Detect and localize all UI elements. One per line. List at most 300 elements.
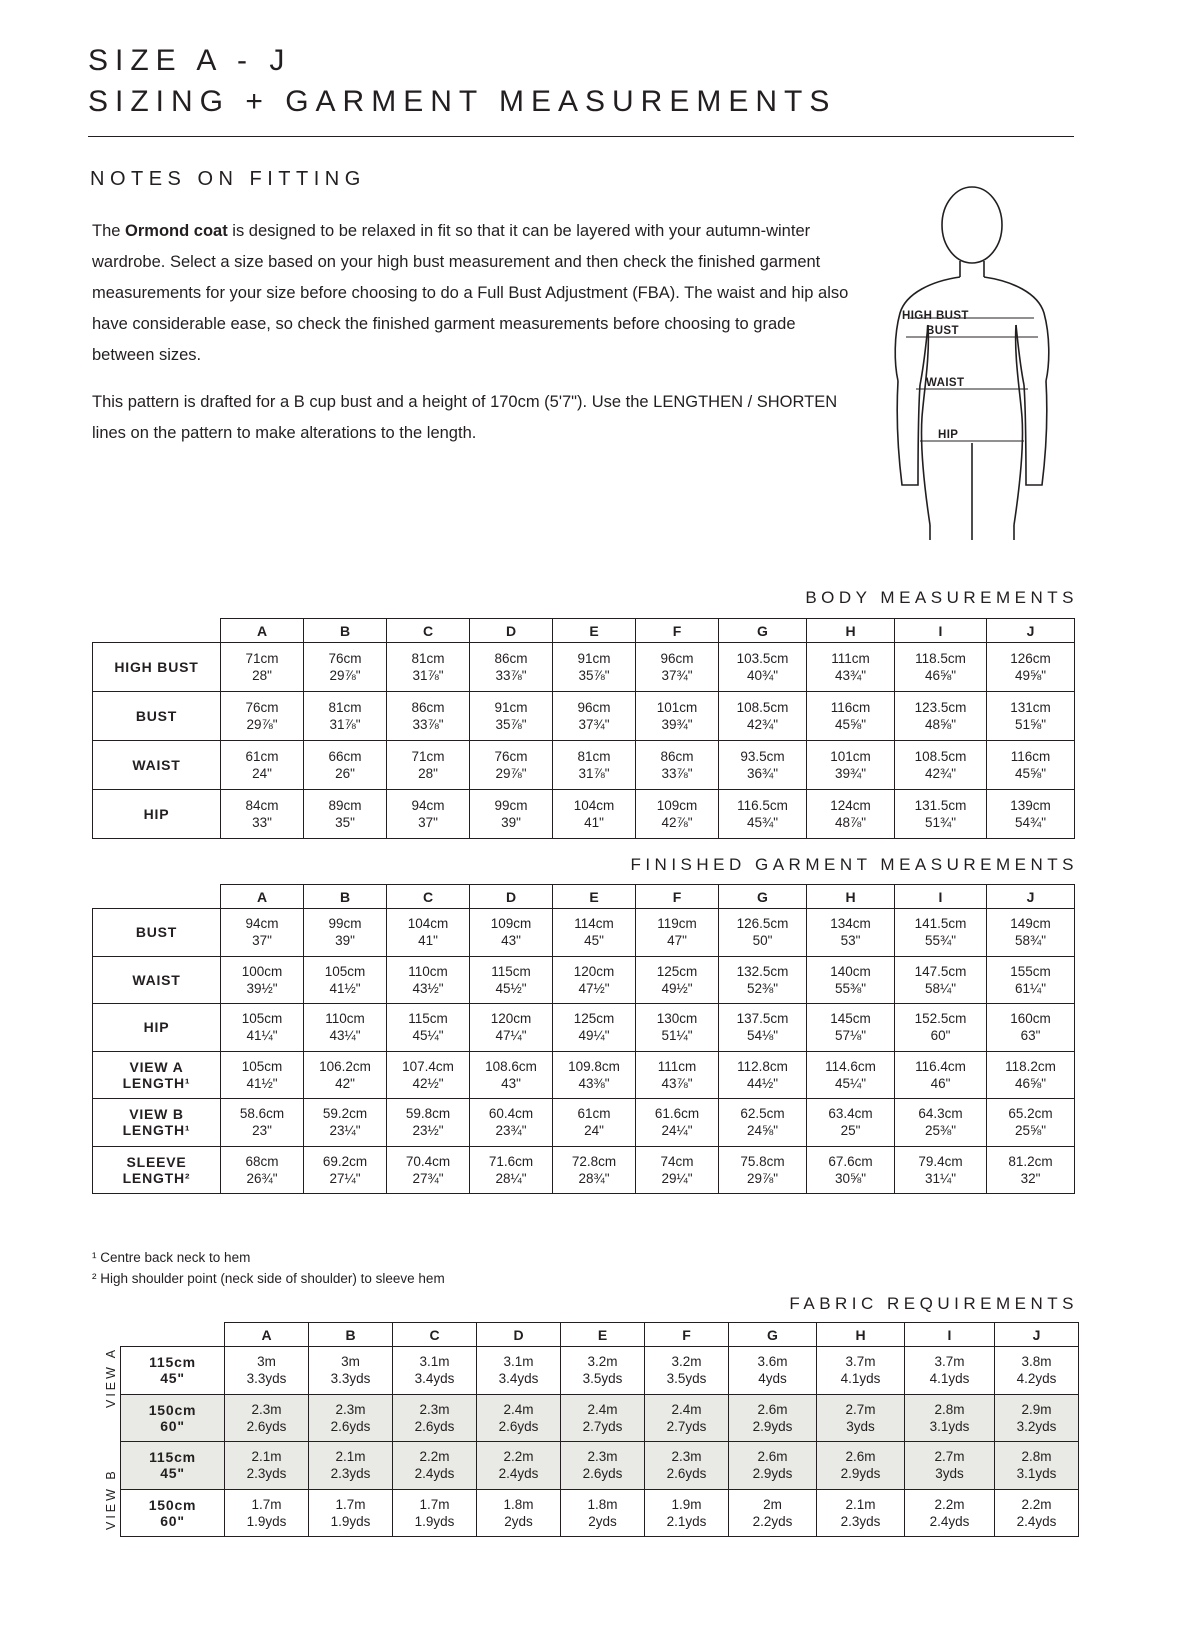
table-row bbox=[93, 1099, 1075, 1147]
cell-metres: 2.1m bbox=[251, 1449, 282, 1465]
table-cell bbox=[561, 1442, 645, 1490]
cell-imperial: 24¼" bbox=[661, 1123, 693, 1139]
table-cell bbox=[895, 1051, 987, 1099]
cell-yards: 3yds bbox=[935, 1466, 964, 1482]
footnote-1: ¹ Centre back neck to hem bbox=[92, 1250, 251, 1265]
cell-metric: 59.8cm bbox=[405, 1106, 451, 1122]
cell-yards: 2yds bbox=[504, 1513, 533, 1529]
cell-imperial: 43¼" bbox=[329, 1028, 361, 1044]
cell-imperial: 45" bbox=[584, 933, 604, 949]
row-label-width-cm: 150cm bbox=[148, 1401, 197, 1418]
cell-imperial: 23½" bbox=[412, 1123, 444, 1139]
cell-yards: 2.4yds bbox=[1016, 1513, 1057, 1529]
table-cell bbox=[719, 1004, 807, 1052]
corner-cell bbox=[93, 619, 221, 643]
table-cell bbox=[719, 1051, 807, 1099]
table-cell bbox=[221, 1099, 304, 1147]
cell-metric: 126cm bbox=[1010, 650, 1051, 666]
table-cell bbox=[470, 741, 553, 790]
table-cell bbox=[304, 643, 387, 692]
cell-imperial: 37¾" bbox=[661, 668, 693, 683]
cell-yards: 4.1yds bbox=[929, 1371, 970, 1387]
table-cell bbox=[387, 956, 470, 1004]
cell-imperial: 58¾" bbox=[1014, 933, 1047, 949]
cell-yards: 2.2yds bbox=[752, 1513, 793, 1529]
cell-metres: 3.8m bbox=[1021, 1354, 1052, 1369]
notes-p1-post: is designed to be relaxed in fit so that it can be layered with your autumn-winter wardrobe. Select a size based on your high bust measurement and then check the finished garment measurements for your size before choosing to do a Full Bust Adjustment (FBA). The waist and hip also have considerable ease, so check the finished garment measurements before choosing to grade between sizes. bbox=[92, 222, 849, 364]
table-cell bbox=[905, 1489, 995, 1537]
cell-metric: 108.5cm bbox=[914, 748, 967, 764]
cell-imperial: 47½" bbox=[578, 980, 610, 996]
cell-yards: 2.4yds bbox=[498, 1466, 539, 1482]
table-cell bbox=[393, 1394, 477, 1442]
cell-metres: 3m bbox=[257, 1354, 276, 1369]
cell-imperial: 25⅝" bbox=[1014, 1123, 1047, 1139]
table-cell bbox=[807, 643, 895, 692]
cell-metres: 3.7m bbox=[845, 1354, 876, 1369]
cell-yards: 3.4yds bbox=[414, 1371, 455, 1387]
cell-imperial: 28" bbox=[418, 766, 438, 781]
table-cell bbox=[895, 1099, 987, 1147]
cell-metric: 99cm bbox=[494, 797, 528, 813]
cell-metric: 126.5cm bbox=[736, 916, 789, 931]
col-head-b: B bbox=[304, 885, 387, 909]
cell-imperial: 29¼" bbox=[661, 1170, 693, 1186]
table-cell bbox=[807, 1004, 895, 1052]
cell-yards: 2.1yds bbox=[666, 1513, 707, 1529]
cell-yards: 2.4yds bbox=[414, 1466, 455, 1482]
table-row bbox=[93, 909, 1075, 957]
cell-imperial: 35⅞" bbox=[495, 717, 527, 732]
cell-yards: 2.6yds bbox=[330, 1418, 371, 1434]
cell-imperial: 31⅞" bbox=[578, 766, 610, 781]
cell-imperial: 43⅜" bbox=[578, 1075, 610, 1091]
table-cell bbox=[470, 956, 553, 1004]
cell-imperial: 29⅞" bbox=[495, 766, 527, 781]
table-cell bbox=[561, 1347, 645, 1395]
cell-imperial: 43" bbox=[501, 933, 521, 949]
cell-yards: 3.4yds bbox=[498, 1371, 539, 1387]
table-cell bbox=[221, 741, 304, 790]
table-cell bbox=[470, 909, 553, 957]
table-cell bbox=[807, 1146, 895, 1194]
cell-metres: 2.3m bbox=[671, 1449, 702, 1465]
cell-metres: 2.3m bbox=[251, 1401, 282, 1417]
cell-metres: 3.1m bbox=[503, 1354, 534, 1369]
cell-imperial: 45¼" bbox=[834, 1075, 867, 1091]
cell-yards: 3.3yds bbox=[246, 1371, 287, 1387]
table-cell bbox=[895, 909, 987, 957]
cell-imperial: 23¼" bbox=[329, 1123, 361, 1139]
cell-imperial: 48⅞" bbox=[834, 815, 867, 830]
table-cell bbox=[645, 1347, 729, 1395]
cell-metric: 104cm bbox=[407, 916, 449, 931]
cell-yards: 2.4yds bbox=[929, 1513, 970, 1529]
table-header-row bbox=[93, 885, 1075, 909]
cell-metres: 2.4m bbox=[671, 1401, 702, 1417]
cell-metric: 118.2cm bbox=[1005, 1058, 1056, 1074]
cell-metric: 72.8cm bbox=[571, 1153, 617, 1169]
table-cell bbox=[387, 741, 470, 790]
table-cell bbox=[807, 956, 895, 1004]
table-cell bbox=[636, 909, 719, 957]
table-row bbox=[121, 1442, 1079, 1490]
cell-yards: 2.6yds bbox=[582, 1466, 623, 1482]
table-cell bbox=[553, 956, 636, 1004]
cell-yards: 3.3yds bbox=[330, 1371, 371, 1387]
cell-imperial: 45⅝" bbox=[1014, 766, 1047, 781]
cell-metric: 69.2cm bbox=[322, 1153, 368, 1169]
cell-metric: 74cm bbox=[660, 1153, 694, 1169]
col-head-b: B bbox=[309, 1323, 393, 1347]
cell-imperial: 46⅝" bbox=[1014, 1075, 1047, 1091]
table-cell bbox=[387, 909, 470, 957]
col-head-i: I bbox=[905, 1323, 995, 1347]
cell-metres: 1.8m bbox=[587, 1496, 618, 1512]
table-cell bbox=[807, 741, 895, 790]
table-cell bbox=[636, 692, 719, 741]
table-cell bbox=[895, 741, 987, 790]
table-cell bbox=[645, 1394, 729, 1442]
col-head-d: D bbox=[470, 619, 553, 643]
cell-metric: 60.4cm bbox=[488, 1106, 534, 1122]
cell-imperial: 46⅝" bbox=[924, 668, 957, 683]
cell-metric: 93.5cm bbox=[740, 748, 785, 764]
cell-imperial: 33⅞" bbox=[495, 668, 527, 683]
table-cell bbox=[221, 1051, 304, 1099]
cell-imperial: 37" bbox=[418, 815, 438, 830]
cell-yards: 2.7yds bbox=[582, 1418, 623, 1434]
page-title bbox=[88, 40, 1088, 123]
cell-metric: 116.5cm bbox=[737, 797, 788, 813]
cell-metres: 2.4m bbox=[503, 1401, 534, 1417]
cell-metric: 104cm bbox=[573, 797, 615, 813]
cell-imperial: 36¾" bbox=[746, 766, 779, 781]
cell-imperial: 49½" bbox=[661, 980, 693, 996]
cell-metric: 84cm bbox=[245, 797, 279, 813]
cell-imperial: 39¾" bbox=[661, 717, 693, 732]
figure-label-hip: HIP bbox=[938, 429, 959, 441]
table-cell bbox=[807, 692, 895, 741]
table-header-row bbox=[93, 619, 1075, 643]
cell-imperial: 43¾" bbox=[834, 668, 867, 683]
row-label bbox=[121, 1442, 225, 1490]
table-cell bbox=[225, 1394, 309, 1442]
cell-metric: 59.2cm bbox=[322, 1106, 368, 1122]
cell-metric: 125cm bbox=[656, 963, 698, 979]
cell-metres: 2.2m bbox=[934, 1496, 965, 1512]
cell-imperial: 49¼" bbox=[578, 1028, 610, 1044]
cell-metric: 81cm bbox=[411, 650, 445, 666]
table-cell bbox=[225, 1489, 309, 1537]
table-cell bbox=[309, 1394, 393, 1442]
table-cell bbox=[387, 692, 470, 741]
table-cell bbox=[895, 956, 987, 1004]
table-cell bbox=[553, 1004, 636, 1052]
footnote-2: ² High shoulder point (neck side of shoulder) to sleeve hem bbox=[92, 1270, 445, 1286]
col-head-j: J bbox=[987, 619, 1075, 643]
table-cell bbox=[636, 1051, 719, 1099]
cell-metric: 94cm bbox=[245, 916, 279, 931]
cell-imperial: 42½" bbox=[412, 1075, 444, 1091]
table-cell bbox=[987, 1004, 1075, 1052]
cell-metric: 65.2cm bbox=[1008, 1106, 1053, 1122]
table-cell bbox=[304, 790, 387, 839]
row-label: BUST bbox=[93, 692, 221, 741]
cell-imperial: 55⅜" bbox=[834, 980, 867, 996]
table-cell bbox=[553, 741, 636, 790]
cell-imperial: 28¾" bbox=[578, 1170, 610, 1186]
cell-yards: 3.1yds bbox=[1016, 1466, 1057, 1482]
notes-body bbox=[92, 216, 852, 465]
table-cell bbox=[387, 643, 470, 692]
table-cell bbox=[995, 1442, 1079, 1490]
corner-cell bbox=[121, 1323, 225, 1347]
cell-metric: 116cm bbox=[830, 699, 871, 715]
table-cell bbox=[553, 790, 636, 839]
table-cell bbox=[477, 1442, 561, 1490]
cell-metric: 108.6cm bbox=[485, 1058, 537, 1074]
cell-imperial: 24" bbox=[252, 766, 272, 781]
table-cell bbox=[807, 909, 895, 957]
col-head-h: H bbox=[807, 885, 895, 909]
cell-metres: 1.7m bbox=[251, 1496, 282, 1512]
cell-yards: 1.9yds bbox=[330, 1513, 371, 1529]
table-cell bbox=[817, 1347, 905, 1395]
cell-metric: 81cm bbox=[328, 699, 362, 715]
table-row bbox=[93, 1051, 1075, 1099]
cell-imperial: 30⅝" bbox=[834, 1170, 867, 1186]
col-head-g: G bbox=[719, 619, 807, 643]
table-cell bbox=[987, 1099, 1075, 1147]
cell-imperial: 25⅜" bbox=[924, 1123, 957, 1139]
row-label: WAIST bbox=[93, 741, 221, 790]
table-cell bbox=[470, 790, 553, 839]
cell-metres: 2.4m bbox=[587, 1401, 618, 1417]
cell-imperial: 47¼" bbox=[495, 1028, 527, 1044]
body-measurements-table bbox=[92, 618, 1075, 839]
cell-metric: 160cm bbox=[1010, 1011, 1051, 1027]
cell-metric: 120cm bbox=[573, 963, 615, 979]
row-label bbox=[93, 1051, 221, 1099]
row-label-line-1: VIEW A bbox=[129, 1058, 184, 1075]
col-head-j: J bbox=[995, 1323, 1079, 1347]
cell-metric: 108.5cm bbox=[736, 699, 789, 715]
cell-yards: 1.9yds bbox=[414, 1513, 455, 1529]
cell-imperial: 42¾" bbox=[746, 717, 779, 732]
cell-metric: 116cm bbox=[1010, 748, 1051, 764]
side-label-view-a: VIEW A bbox=[104, 1346, 118, 1408]
croquis-figure-svg bbox=[872, 185, 1072, 540]
cell-metres: 2.6m bbox=[845, 1449, 876, 1465]
table-cell bbox=[221, 692, 304, 741]
cell-yards: 2.9yds bbox=[840, 1466, 881, 1482]
table-cell bbox=[393, 1442, 477, 1490]
row-label-width-cm: 150cm bbox=[148, 1496, 197, 1513]
cell-metric: 152.5cm bbox=[914, 1011, 967, 1027]
cell-imperial: 55¾" bbox=[924, 933, 957, 949]
table-cell bbox=[636, 643, 719, 692]
table-cell bbox=[807, 790, 895, 839]
table-cell bbox=[553, 1146, 636, 1194]
table-cell bbox=[719, 909, 807, 957]
cell-metric: 123.5cm bbox=[914, 699, 967, 715]
cell-metres: 2.7m bbox=[845, 1401, 876, 1417]
cell-metric: 107.4cm bbox=[402, 1058, 454, 1074]
cell-metric: 141.5cm bbox=[914, 916, 967, 931]
cell-imperial: 43½" bbox=[412, 980, 444, 996]
cell-metres: 2.9m bbox=[1021, 1401, 1052, 1417]
pattern-name: Ormond coat bbox=[125, 222, 228, 240]
row-label: BUST bbox=[93, 909, 221, 957]
cell-imperial: 41" bbox=[418, 933, 438, 949]
cell-imperial: 24⅝" bbox=[746, 1123, 779, 1139]
table-cell bbox=[470, 692, 553, 741]
cell-metric: 71cm bbox=[245, 650, 279, 666]
table-cell bbox=[719, 956, 807, 1004]
col-head-c: C bbox=[387, 619, 470, 643]
col-head-d: D bbox=[470, 885, 553, 909]
body-diagram bbox=[872, 185, 1072, 540]
cell-imperial: 40¾" bbox=[746, 668, 779, 683]
col-head-a: A bbox=[225, 1323, 309, 1347]
table-row bbox=[93, 692, 1075, 741]
title-divider bbox=[88, 136, 1074, 137]
table-cell bbox=[987, 643, 1075, 692]
row-label bbox=[121, 1489, 225, 1537]
table-cell bbox=[807, 1051, 895, 1099]
table-cell bbox=[470, 1146, 553, 1194]
table-cell bbox=[221, 790, 304, 839]
cell-metres: 3.6m bbox=[757, 1354, 788, 1369]
cell-imperial: 45¾" bbox=[746, 815, 779, 830]
cell-imperial: 60" bbox=[930, 1028, 951, 1044]
cell-metric: 131.5cm bbox=[914, 797, 967, 813]
cell-imperial: 27¾" bbox=[412, 1170, 444, 1186]
table-cell bbox=[470, 1004, 553, 1052]
row-label bbox=[121, 1394, 225, 1442]
table-cell bbox=[636, 1146, 719, 1194]
cell-metric: 61cm bbox=[245, 748, 279, 764]
cell-yards: 4.1yds bbox=[840, 1371, 881, 1387]
table-cell bbox=[895, 1146, 987, 1194]
cell-yards: 2.6yds bbox=[666, 1466, 707, 1482]
title-line-2: SIZING + GARMENT MEASUREMENTS bbox=[88, 85, 837, 119]
table-cell bbox=[719, 692, 807, 741]
cell-yards: 3.5yds bbox=[582, 1371, 623, 1387]
cell-metric: 75.8cm bbox=[740, 1153, 785, 1169]
cell-metres: 2.7m bbox=[934, 1449, 965, 1465]
cell-imperial: 54⅛" bbox=[746, 1028, 779, 1044]
table-cell bbox=[636, 790, 719, 839]
cell-yards: 2.6yds bbox=[246, 1418, 287, 1434]
cell-metres: 2m bbox=[763, 1496, 782, 1512]
cell-metric: 86cm bbox=[411, 699, 445, 715]
cell-imperial: 50" bbox=[752, 933, 773, 949]
table-cell bbox=[905, 1347, 995, 1395]
cell-metres: 2.3m bbox=[335, 1401, 366, 1417]
table-cell bbox=[719, 790, 807, 839]
table-cell bbox=[304, 1051, 387, 1099]
cell-metric: 145cm bbox=[830, 1011, 871, 1027]
cell-metres: 3.2m bbox=[671, 1354, 702, 1369]
cell-metric: 101cm bbox=[656, 699, 698, 715]
fabric-requirements-caption: FABRIC REQUIREMENTS bbox=[789, 1294, 1078, 1313]
cell-imperial: 42¾" bbox=[924, 766, 957, 781]
table-row bbox=[121, 1394, 1079, 1442]
cell-imperial: 25" bbox=[840, 1123, 861, 1139]
table-cell bbox=[995, 1394, 1079, 1442]
row-label-line-1: VIEW B bbox=[129, 1106, 184, 1123]
cell-metric: 62.5cm bbox=[740, 1106, 785, 1122]
cell-yards: 1.9yds bbox=[246, 1513, 287, 1529]
cell-metres: 3.1m bbox=[419, 1354, 450, 1369]
cell-metres: 2.3m bbox=[587, 1449, 618, 1465]
cell-imperial: 39" bbox=[335, 933, 355, 949]
cell-metric: 67.6cm bbox=[828, 1153, 873, 1169]
table-cell bbox=[817, 1489, 905, 1537]
notes-paragraph-2: This pattern is drafted for a B cup bust and a height of 170cm (5'7"). Use the LENGTHEN / SHORTEN lines on the pattern to make alterations to the length. bbox=[92, 393, 838, 442]
table-cell bbox=[729, 1442, 817, 1490]
cell-metric: 71.6cm bbox=[488, 1153, 534, 1169]
table-cell bbox=[477, 1394, 561, 1442]
cell-metric: 68cm bbox=[245, 1153, 279, 1169]
table-cell bbox=[561, 1489, 645, 1537]
table-row bbox=[121, 1347, 1079, 1395]
table-cell bbox=[553, 1051, 636, 1099]
cell-metric: 155cm bbox=[1010, 963, 1051, 979]
table-cell bbox=[719, 741, 807, 790]
table-cell bbox=[636, 1004, 719, 1052]
cell-yards: 4yds bbox=[758, 1371, 787, 1387]
cell-metric: 79.4cm bbox=[918, 1153, 963, 1169]
table-cell bbox=[304, 1146, 387, 1194]
cell-metric: 66cm bbox=[328, 748, 362, 764]
cell-imperial: 54¾" bbox=[1014, 815, 1047, 830]
table-cell bbox=[895, 1004, 987, 1052]
table-cell bbox=[895, 643, 987, 692]
table-cell bbox=[636, 1099, 719, 1147]
cell-imperial: 39¾" bbox=[834, 766, 867, 781]
cell-imperial: 31⅞" bbox=[329, 717, 361, 732]
cell-metric: 114.6cm bbox=[825, 1058, 876, 1074]
table-row bbox=[93, 1004, 1075, 1052]
cell-metres: 2.8m bbox=[1021, 1449, 1052, 1465]
row-label: HIP bbox=[93, 790, 221, 839]
cell-imperial: 49⅝" bbox=[1014, 668, 1047, 683]
table-row bbox=[93, 741, 1075, 790]
table-cell bbox=[895, 790, 987, 839]
col-head-i: I bbox=[895, 885, 987, 909]
table-cell bbox=[636, 956, 719, 1004]
col-head-e: E bbox=[561, 1323, 645, 1347]
col-head-c: C bbox=[393, 1323, 477, 1347]
cell-yards: 2.3yds bbox=[840, 1513, 881, 1529]
fabric-requirements-table bbox=[120, 1322, 1079, 1537]
col-head-d: D bbox=[477, 1323, 561, 1347]
cell-yards: 3.1yds bbox=[929, 1418, 970, 1434]
cell-imperial: 37¾" bbox=[578, 717, 610, 732]
cell-metric: 70.4cm bbox=[405, 1153, 451, 1169]
cell-imperial: 53" bbox=[840, 933, 861, 949]
row-label bbox=[93, 1146, 221, 1194]
cell-metric: 116.4cm bbox=[915, 1058, 966, 1074]
table-cell bbox=[393, 1347, 477, 1395]
figure-label-high-bust: HIGH BUST bbox=[902, 310, 969, 322]
table-cell bbox=[987, 956, 1075, 1004]
figure-label-bust: BUST bbox=[926, 325, 959, 337]
row-label-width-cm: 115cm bbox=[149, 1354, 196, 1371]
